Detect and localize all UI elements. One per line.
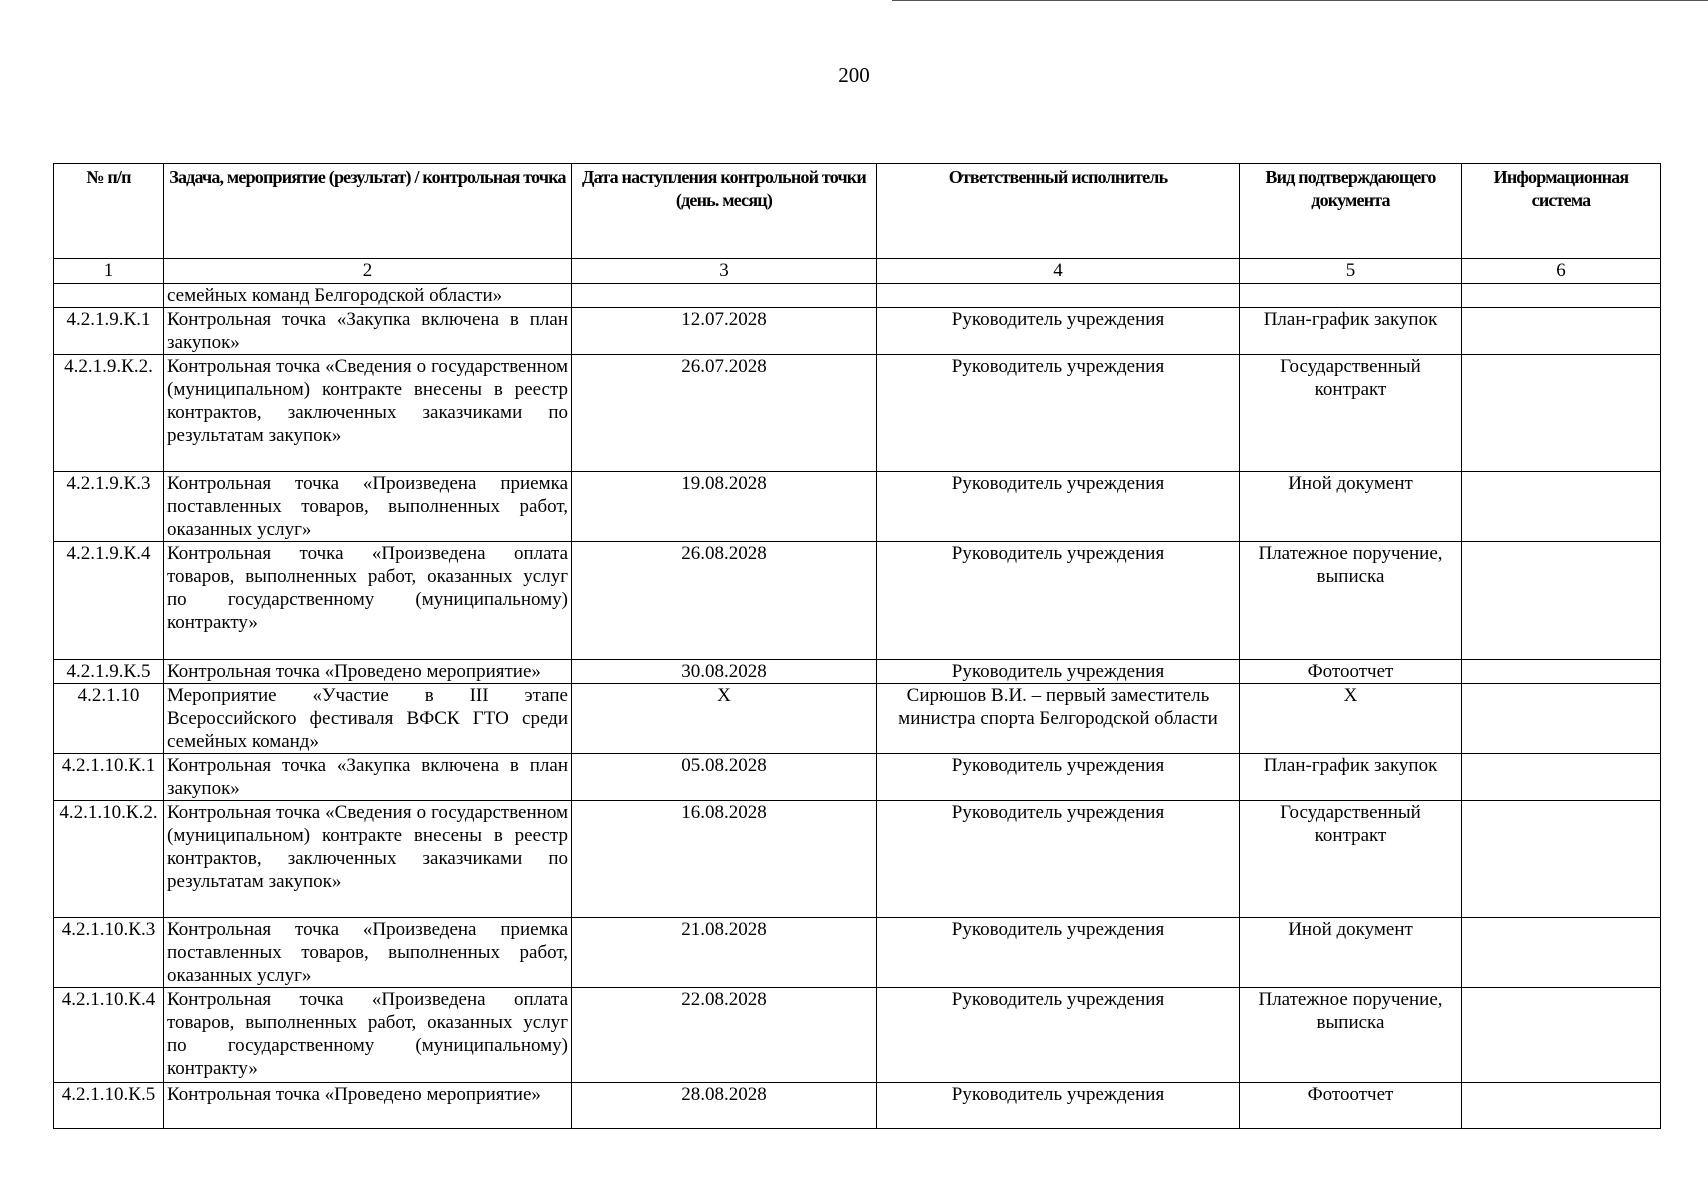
table-row [54,308,1661,355]
row-date: 26.08.2028 [572,542,877,660]
row-date: Х [572,684,877,754]
row-system [1462,660,1661,684]
row-task: Контрольная точка «Произведена приемка поставленных товаров, выполненных работ, оказанных услуг» [164,918,572,988]
row-date: 22.08.2028 [572,988,877,1083]
table-row [54,355,1661,472]
row-number: 4.2.1.9.К.4 [54,542,164,660]
row-system [1462,684,1661,754]
top-rule [892,0,1708,1]
row-date: 30.08.2028 [572,660,877,684]
row-date [572,284,877,308]
row-system [1462,988,1661,1083]
row-number: 4.2.1.9.К.5 [54,660,164,684]
row-document: Платежное поручение, выписка [1240,542,1462,660]
row-system [1462,472,1661,542]
row-number: 4.2.1.9.К.1 [54,308,164,355]
row-document: Платежное поручение, выписка [1240,988,1462,1083]
row-system [1462,801,1661,918]
row-task: Мероприятие «Участие в III этапе Всероссийского фестиваля ВФСК ГТО среди семейных команд» [164,684,572,754]
row-task: Контрольная точка «Закупка включена в план закупок» [164,754,572,801]
table-row [54,684,1661,754]
header-row [54,164,1661,259]
table-row [54,660,1661,684]
row-document: План-график закупок [1240,308,1462,355]
header-date: Дата наступления контрольной точки (день. месяц) [572,164,877,259]
column-number: 2 [164,259,572,284]
row-date: 28.08.2028 [572,1083,877,1129]
table-row [54,988,1661,1083]
row-date: 21.08.2028 [572,918,877,988]
row-number: 4.2.1.10.К.5 [54,1083,164,1129]
table-row [54,754,1661,801]
row-document: План-график закупок [1240,754,1462,801]
row-system [1462,284,1661,308]
column-numbers-row [54,259,1661,284]
row-number: 4.2.1.10.К.1 [54,754,164,801]
row-number: 4.2.1.10 [54,684,164,754]
row-task: Контрольная точка «Произведена оплата товаров, выполненных работ, оказанных услуг по государственному (муниципальному) контракту» [164,542,572,660]
row-document: Иной документ [1240,472,1462,542]
table-row [54,1083,1661,1129]
row-system [1462,1083,1661,1129]
row-number: 4.2.1.9.К.3 [54,472,164,542]
row-date: 05.08.2028 [572,754,877,801]
table-row [54,472,1661,542]
row-document: Иной документ [1240,918,1462,988]
row-system [1462,542,1661,660]
row-system [1462,754,1661,801]
row-number: 4.2.1.10.К.4 [54,988,164,1083]
row-executor: Руководитель учреждения [877,918,1240,988]
row-task: Контрольная точка «Проведено мероприятие» [164,1083,572,1129]
row-date: 26.07.2028 [572,355,877,472]
row-document: Государственный контракт [1240,355,1462,472]
row-system [1462,918,1661,988]
row-executor: Руководитель учреждения [877,801,1240,918]
column-number: 5 [1240,259,1462,284]
row-date: 16.08.2028 [572,801,877,918]
header-executor: Ответственный исполнитель [877,164,1240,259]
row-date: 12.07.2028 [572,308,877,355]
row-task: Контрольная точка «Сведения о государственном (муниципальном) контракте внесены в реестр контрактов, заключенных заказчиками по результатам закупок» [164,801,572,918]
row-document: Х [1240,684,1462,754]
row-executor [877,284,1240,308]
row-executor: Руководитель учреждения [877,355,1240,472]
table-row [54,542,1661,660]
row-executor: Руководитель учреждения [877,1083,1240,1129]
row-executor: Руководитель учреждения [877,660,1240,684]
row-number: 4.2.1.9.К.2. [54,355,164,472]
row-executor: Руководитель учреждения [877,988,1240,1083]
header-task: Задача, мероприятие (результат) / контрольная точка [164,164,572,259]
row-document: Фотоотчет [1240,660,1462,684]
row-document [1240,284,1462,308]
row-executor: Руководитель учреждения [877,308,1240,355]
page-number: 200 [838,63,870,87]
column-number: 1 [54,259,164,284]
table-row [54,918,1661,988]
row-task: Контрольная точка «Произведена оплата товаров, выполненных работ, оказанных услуг по государственному (муниципальному) контракту» [164,988,572,1083]
header-document: Вид подтверждающего документа [1240,164,1462,259]
row-task: Контрольная точка «Сведения о государственном (муниципальном) контракте внесены в реестр контрактов, заключенных заказчиками по результатам закупок» [164,355,572,472]
row-executor: Сирюшов В.И. – первый заместитель министра спорта Белгородской области [877,684,1240,754]
row-number: 4.2.1.10.К.2. [54,801,164,918]
row-task: Контрольная точка «Закупка включена в план закупок» [164,308,572,355]
header-system: Информационная система [1462,164,1661,259]
row-executor: Руководитель учреждения [877,472,1240,542]
header-number: № п/п [54,164,164,259]
row-number: 4.2.1.10.К.3 [54,918,164,988]
row-document: Фотоотчет [1240,1083,1462,1129]
row-system [1462,308,1661,355]
row-number [54,284,164,308]
column-number: 3 [572,259,877,284]
row-executor: Руководитель учреждения [877,542,1240,660]
row-system [1462,355,1661,472]
column-number: 6 [1462,259,1661,284]
row-task: Контрольная точка «Проведено мероприятие» [164,660,572,684]
row-document: Государственный контракт [1240,801,1462,918]
row-executor: Руководитель учреждения [877,754,1240,801]
table-row [54,284,1661,308]
column-number: 4 [877,259,1240,284]
row-task: Контрольная точка «Произведена приемка поставленных товаров, выполненных работ, оказанных услуг» [164,472,572,542]
control-points-table [53,163,1661,1129]
table-body [54,259,1661,1129]
table-row [54,801,1661,918]
row-task: семейных команд Белгородской области» [164,284,572,308]
row-date: 19.08.2028 [572,472,877,542]
